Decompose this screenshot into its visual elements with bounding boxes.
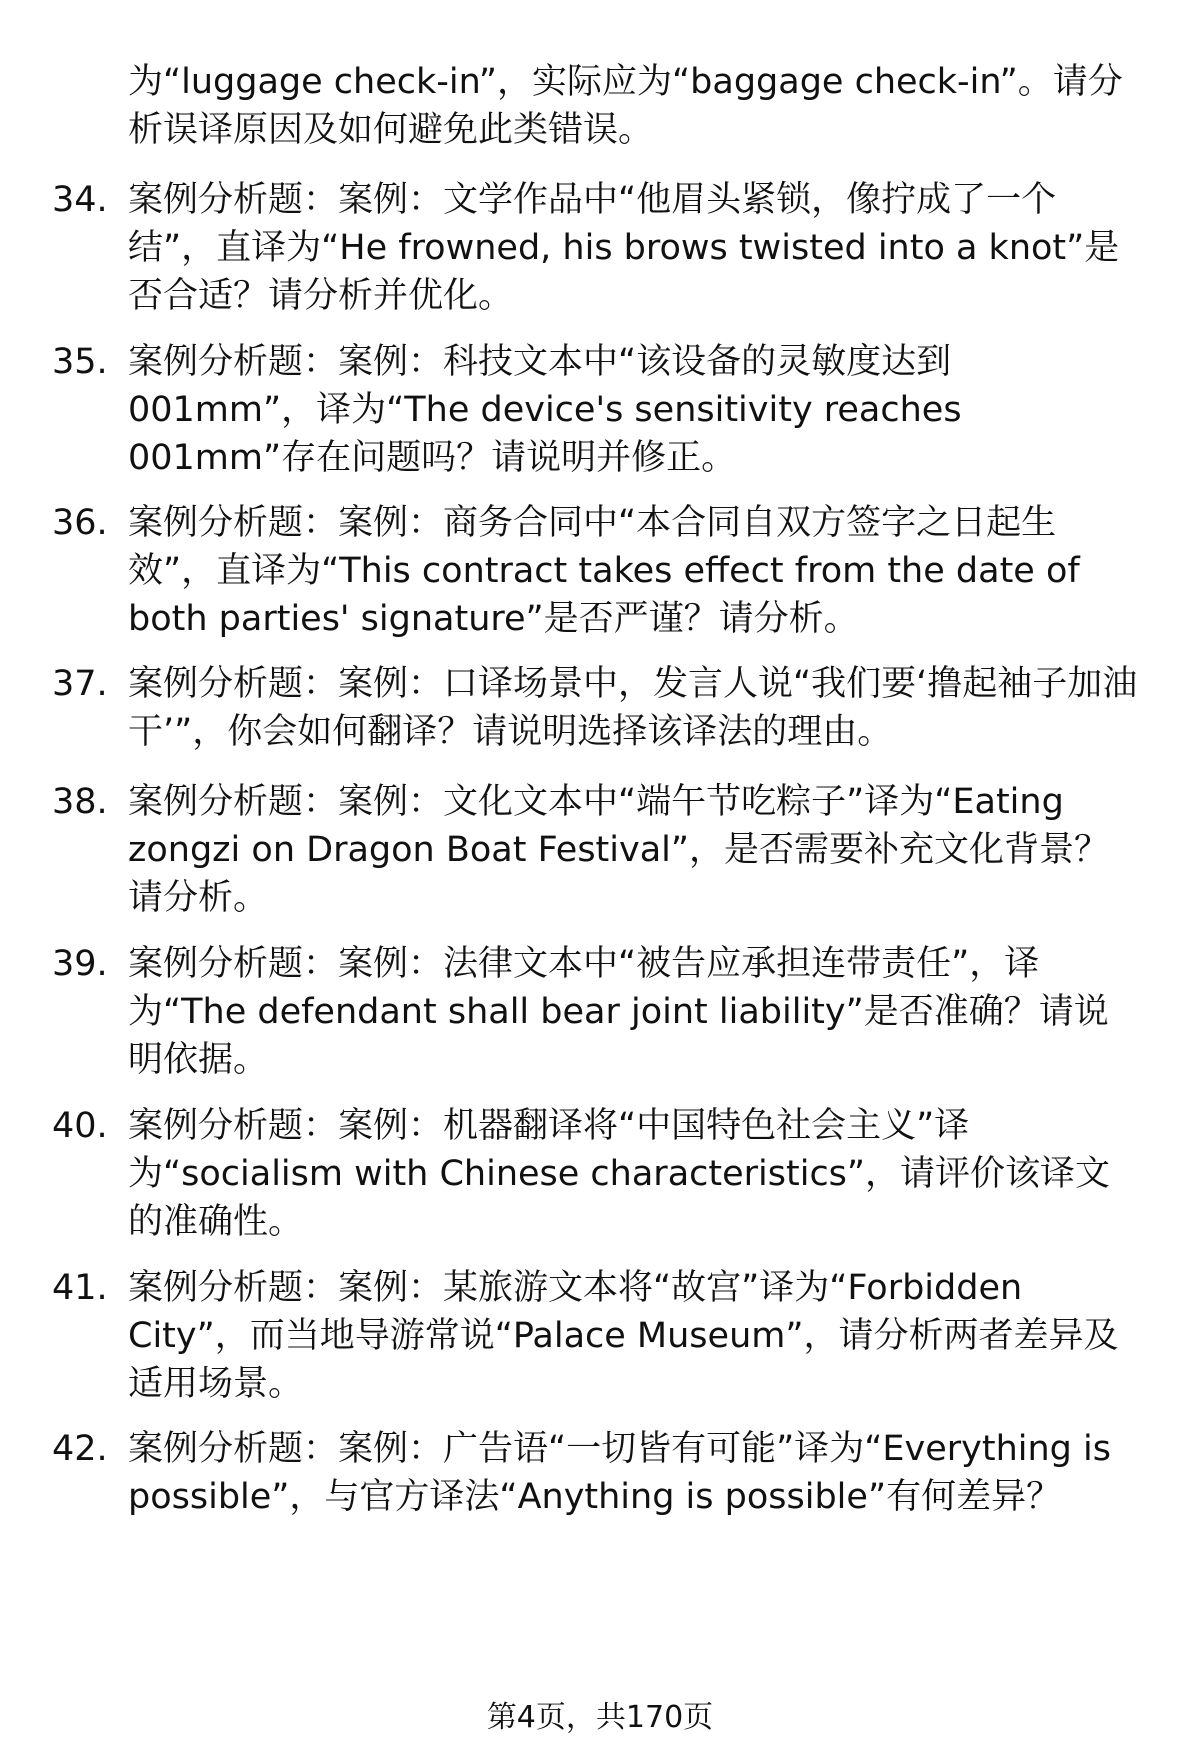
question-number: 35.: [52, 342, 108, 382]
continuation-paragraph: 为“luggage check-in”，实际应为“baggage check-in”。请分析误译原因及如何避免此类错误。: [128, 62, 1123, 150]
question-text: 案例分析题：案例：文学作品中“他眉头紧锁，像拧成了一个结”，直译为“He frowned, his brows twisted into a knot”是否合适？请分析并优化。: [128, 180, 1120, 316]
question-number: 38.: [52, 782, 108, 822]
question-number: 41.: [52, 1268, 108, 1308]
question-item: [52, 176, 1152, 320]
question-item: [52, 338, 1152, 482]
question-text: 案例分析题：案例：口译场景中，发言人说“我们要‘撸起袖子加油干’”，你会如何翻译？请说明选择该译法的理由。: [128, 664, 1138, 752]
question-text: 案例分析题：案例：广告语“一切皆有可能”译为“Everything is possible”，与官方译法“Anything is possible”有何差异？: [128, 1429, 1111, 1517]
question-item: [52, 499, 1152, 643]
question-number: 39.: [52, 944, 108, 984]
question-item: [52, 1264, 1152, 1408]
question-text: 案例分析题：案例：商务合同中“本合同自双方签字之日起生效”，直译为“This contract takes effect from the date of both parties' signature”是否严谨？请分析。: [128, 503, 1080, 639]
question-number: 37.: [52, 664, 108, 704]
question-text: 案例分析题：案例：文化文本中“端午节吃粽子”译为“Eating zongzi on Dragon Boat Festival”，是否需要补充文化背景？请分析。: [128, 782, 1110, 918]
question-item: [52, 660, 1152, 756]
question-item: [52, 1102, 1152, 1246]
question-text: 案例分析题：案例：法律文本中“被告应承担连带责任”，译为“The defendant shall bear joint liability”是否准确？请说明依据。: [128, 944, 1109, 1080]
question-number: 34.: [52, 180, 108, 220]
question-item: [52, 1425, 1152, 1521]
question-text: 案例分析题：案例：机器翻译将“中国特色社会主义”译为“socialism with Chinese characteristics”，请评价该译文的准确性。: [128, 1106, 1111, 1242]
question-number: 42.: [52, 1429, 108, 1469]
page-number-footer: 第4页，共170页: [486, 1700, 714, 1735]
question-text: 案例分析题：案例：科技文本中“该设备的灵敏度达到001mm”，译为“The device's sensitivity reaches 001mm”存在问题吗？请说明并修正。: [128, 342, 962, 478]
question-number: 40.: [52, 1106, 108, 1146]
question-text: 案例分析题：案例：某旅游文本将“故宫”译为“Forbidden City”，而当地导游常说“Palace Museum”，请分析两者差异及适用场景。: [128, 1268, 1119, 1404]
question-item: [52, 778, 1152, 922]
question-item: [52, 940, 1152, 1084]
question-number: 36.: [52, 503, 108, 543]
